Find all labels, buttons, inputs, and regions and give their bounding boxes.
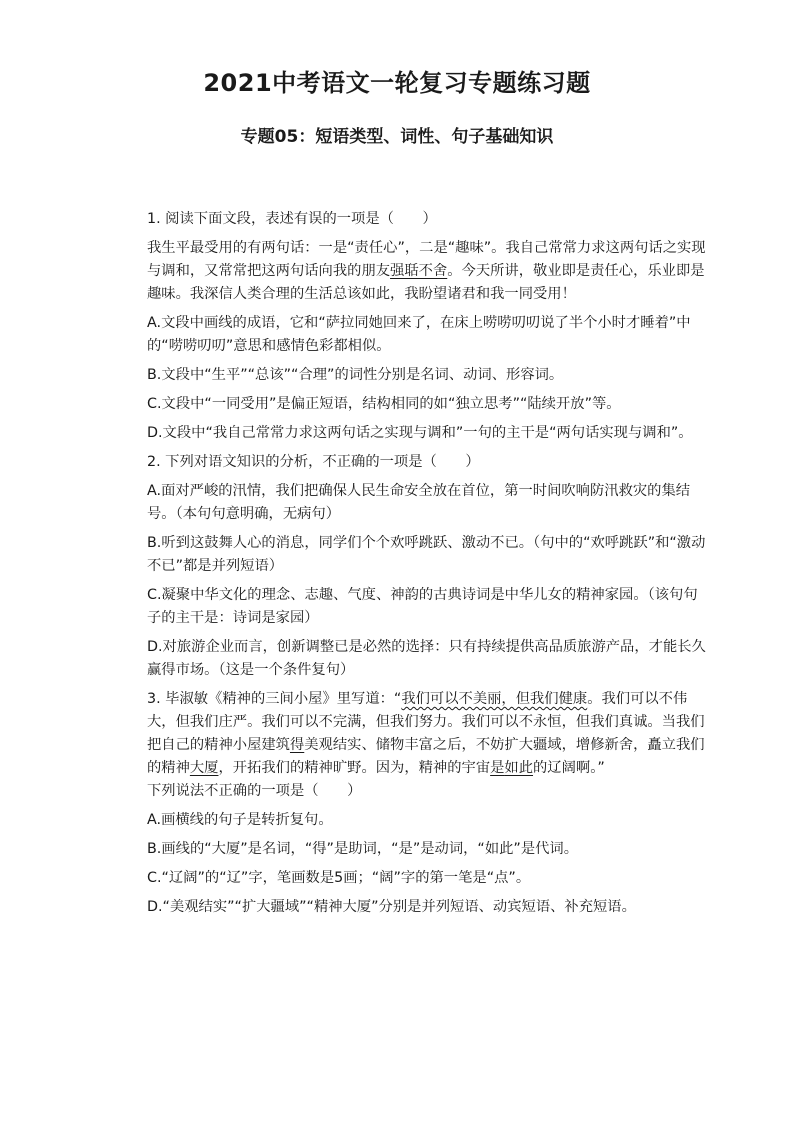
q1-passage bbox=[147, 237, 707, 306]
q1-option-b: B.文段中“生平”“总该”“合理”的词性分别是名词、动词、形容词。 bbox=[147, 367, 564, 383]
q3-option-a: A.画横线的句子是转折复句。 bbox=[147, 812, 333, 828]
q3-option-d: D.“美观结实”“扩大疆域”“精神大厦”分别是并列短语、动宾短语、补充短语。 bbox=[147, 899, 636, 915]
q3-stem-part-a: 3. 毕淑敏《精神的三间小屋》里写道：“ bbox=[147, 691, 402, 707]
q3-ask: 下列说法不正确的一项是（ ） bbox=[147, 783, 362, 799]
page-subtitle: 专题05：短语类型、词性、句子基础知识 bbox=[240, 127, 554, 147]
q3-option-c: C.“辽阔”的“辽”字，笔画数是5画；“阔”字的第一笔是“点”。 bbox=[147, 870, 531, 886]
q2-option-b: B.听到这鼓舞人心的消息，同学们个个欢呼跳跃、激动不已。（句中的“欢呼跳跃”和“激动不已”都是并列短语） bbox=[147, 535, 706, 574]
q1-passage-part-a: 我生平最受用的有两句话：一是“责任心”，二是“趣味”。我自己常常力求这两句话之实现与调和，又常常把这两句话向我的朋友 bbox=[147, 240, 706, 279]
q3-underlined-dasha: 大厦 bbox=[189, 760, 219, 776]
q2-stem: 2. 下列对语文知识的分析，不正确的一项是（ ） bbox=[147, 454, 480, 470]
q3-stem-part-e: 的辽阔啊。” bbox=[533, 760, 605, 776]
q3-stem-part-c: 美观结实、储物丰富之后，不妨扩大疆域，增修新舍，矗立我们的精神 bbox=[147, 737, 705, 776]
q3-underlined-de: 得 bbox=[289, 737, 305, 753]
q3-wavy-sentence: 我们可以不美丽，但我们健康 bbox=[401, 691, 588, 707]
question-content bbox=[147, 208, 707, 925]
q3-underlined-shi: 是 bbox=[490, 760, 505, 776]
q1-passage-part-b: 。今天所讲，敬业即是责任心，乐业即是趣味。我深信人类合理的生活总该如此，我盼望诸君和我一同受用！ bbox=[147, 263, 705, 302]
page-title: 2021中考语文一轮复习专题练习题 bbox=[203, 69, 591, 97]
q1-underlined-idiom: 强聒不舍 bbox=[390, 263, 448, 279]
q3-stem-part-d: ，开拓我们的精神旷野。因为，精神的宇宙 bbox=[218, 760, 491, 776]
q3-stem-part-b: 。我们可以不伟大，但我们庄严。我们可以不完满，但我们努力。我们可以不永恒，但我们真诚。当我们把自己的精神小屋建筑 bbox=[147, 691, 705, 753]
q1-stem: 1. 阅读下面文段，表述有误的一项是（ ） bbox=[147, 211, 437, 227]
q3-underlined-ruci: 如此 bbox=[504, 760, 534, 776]
q2-option-a: A.面对严峻的汛情，我们把确保人民生命安全放在首位，第一时间吹响防汛救灾的集结号。（本句句意明确，无病句） bbox=[147, 483, 691, 522]
q3-stem bbox=[147, 688, 707, 780]
q2-option-d: D.对旅游企业而言，创新调整已是必然的选择：只有持续提供高品质旅游产品，才能长久赢得市场。（这是一个条件复句） bbox=[147, 639, 706, 678]
q1-option-c: C.文段中“一同受用”是偏正短语，结构相同的如“独立思考”“陆续开放”等。 bbox=[147, 396, 621, 412]
q1-option-d: D.文段中“我自己常常力求这两句话之实现与调和”一句的主干是“两句话实现与调和”。 bbox=[147, 425, 693, 441]
q1-option-a: A.文段中画线的成语，它和“萨拉同她回来了，在床上唠唠叨叨说了半个小时才睡着”中的“唠唠叨叨”意思和感情色彩都相似。 bbox=[147, 315, 691, 354]
q3-option-b: B.画线的“大厦”是名词，“得”是助词，“是”是动词，“如此”是代词。 bbox=[147, 841, 579, 857]
q2-option-c: C.凝聚中华文化的理念、志趣、气度、神韵的古典诗词是中华儿女的精神家园。（该句句子的主干是：诗词是家园） bbox=[147, 587, 698, 626]
